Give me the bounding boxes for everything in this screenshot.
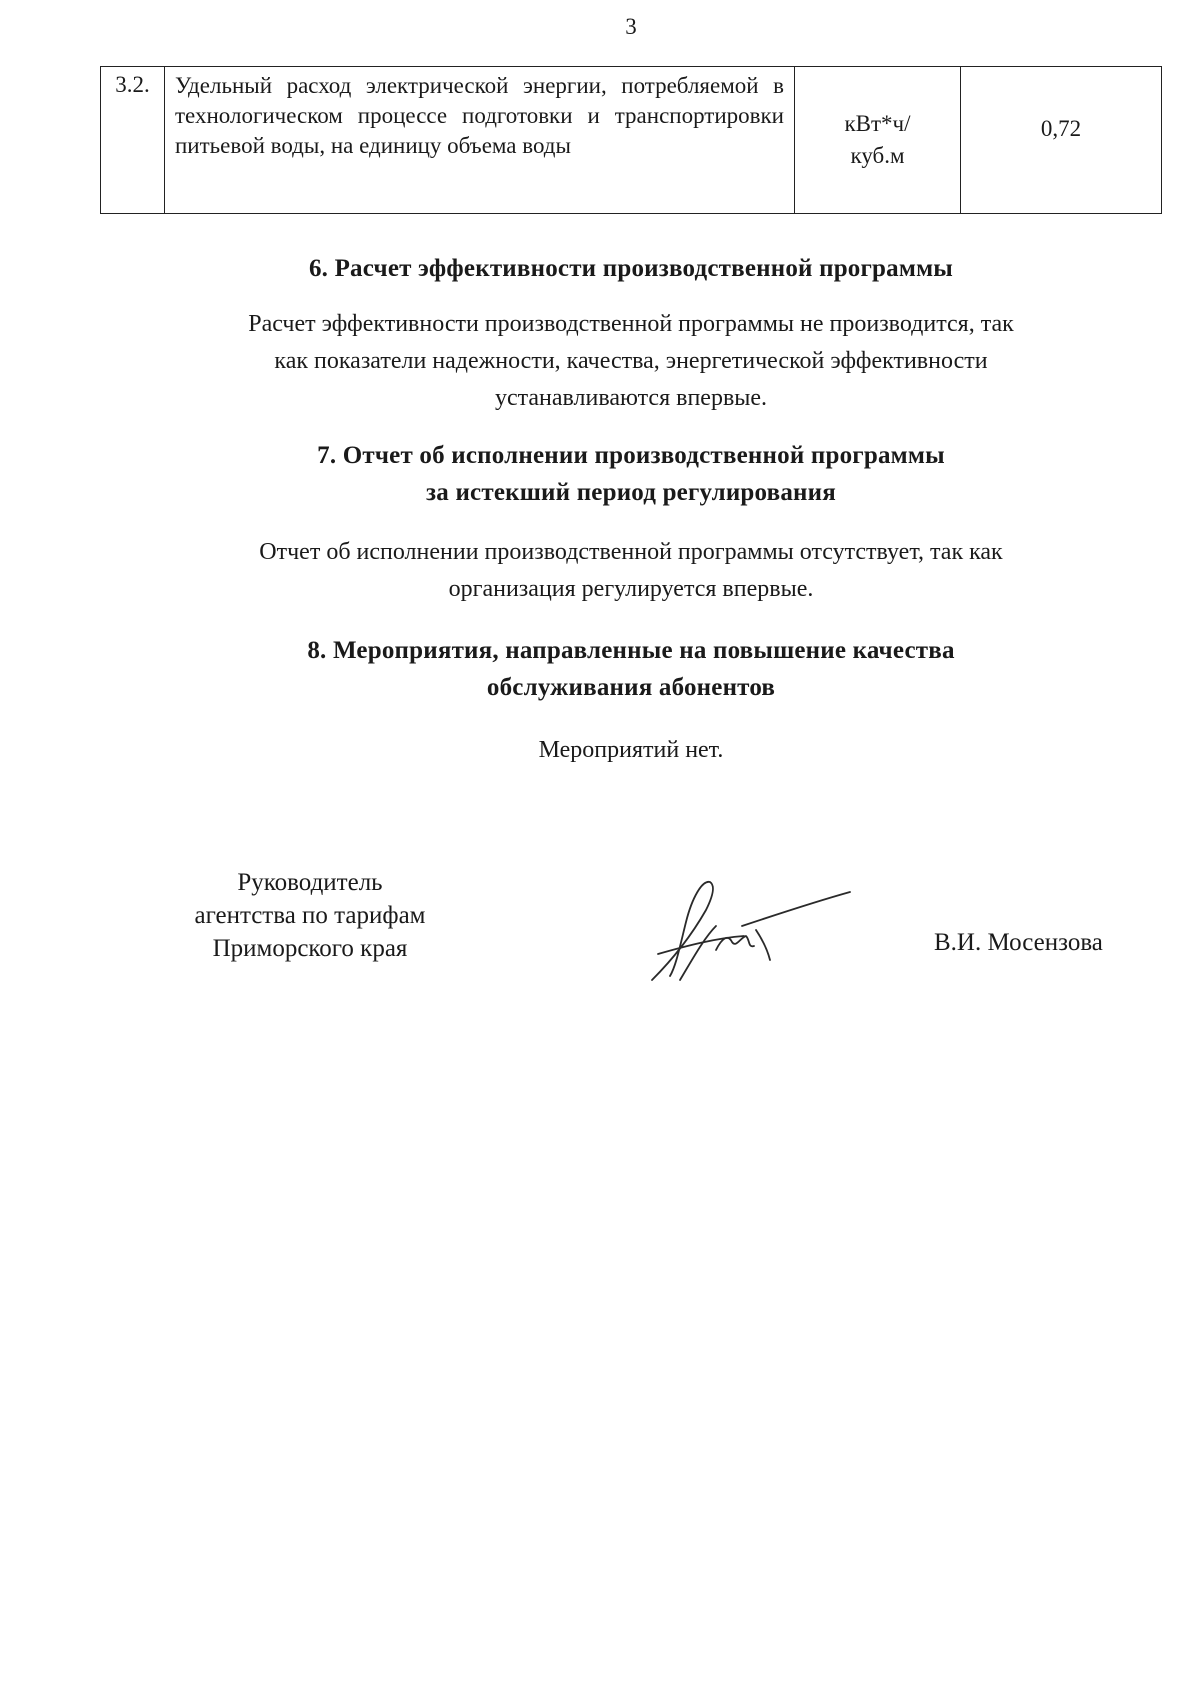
- section-6-text: [100, 306, 1162, 417]
- value-cell: 0,72: [961, 67, 1162, 214]
- section-8-heading: [100, 632, 1162, 706]
- section-7-text: [100, 534, 1162, 608]
- signatory-title-line-1: Руководитель: [237, 869, 383, 896]
- section-7-heading-line-1: 7. Отчет об исполнении производственной программы: [317, 442, 945, 469]
- section-6-text-line-3: устанавливаются впервые.: [494, 385, 768, 411]
- handwritten-signature: [646, 876, 856, 988]
- unit-cell: [795, 67, 961, 214]
- indicator-table: [100, 66, 1162, 214]
- row-number-cell: 3.2.: [101, 67, 165, 214]
- table-row: [101, 67, 1162, 214]
- section-7-text-line-2: организация регулируется впервые.: [448, 576, 814, 602]
- signatory-title-line-3: Приморского края: [212, 935, 408, 962]
- section-8-heading-line-1: 8. Мероприятия, направленные на повышение качества: [307, 637, 955, 664]
- signatory-title-line-2: агентства по тарифам: [194, 902, 426, 929]
- section-8-text: Мероприятий нет.: [538, 737, 724, 763]
- section-7-heading: [100, 437, 1162, 511]
- signatory-name: В.И. Мосензова: [934, 929, 1103, 956]
- unit-line-2: куб.м: [850, 143, 905, 168]
- unit-line-1: кВт*ч/: [844, 111, 911, 136]
- page-number: 3: [625, 14, 637, 39]
- section-7-text-line-1: Отчет об исполнении производственной программы отсутствует, так как: [259, 539, 1003, 565]
- section-6-text-line-2: как показатели надежности, качества, энергетической эффективности: [274, 348, 988, 374]
- indicator-name-cell: Удельный расход электрической энергии, потребляемой в технологическом процессе подготовки и транспортировки питьевой воды, на единицу объема воды: [165, 67, 795, 214]
- section-7-heading-line-2: за истекший период регулирования: [426, 479, 836, 506]
- section-6-heading: 6. Расчет эффективности производственной программы: [308, 255, 954, 282]
- section-6-text-line-1: Расчет эффективности производственной программы не производится, так: [248, 311, 1014, 337]
- section-8-heading-line-2: обслуживания абонентов: [486, 674, 776, 701]
- signatory-title: [160, 866, 460, 965]
